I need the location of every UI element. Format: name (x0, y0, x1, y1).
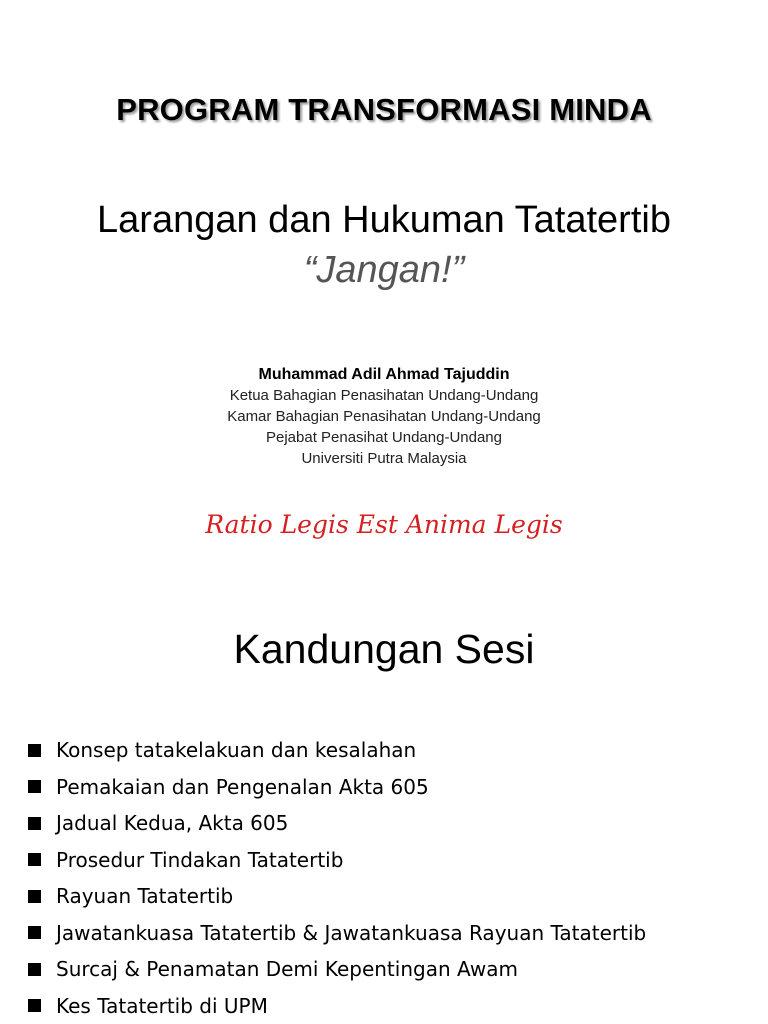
square-bullet-icon (28, 963, 41, 976)
section-heading: Kandungan Sesi (233, 626, 535, 672)
list-item (28, 878, 646, 915)
program-title: PROGRAM TRANSFORMASI MINDA (116, 92, 652, 127)
list-item-label: Jawatankuasa Tatatertib & Jawatankuasa Rayuan Tatatertib (56, 920, 647, 945)
list-item-label: Rayuan Tatatertib (56, 884, 234, 909)
list-item-label: Konsep tatakelakuan dan kesalahan (56, 738, 417, 763)
list-item (28, 842, 646, 879)
square-bullet-icon (28, 744, 41, 757)
contents-list (28, 732, 646, 1024)
list-item-label: Kes Tatatertib di UPM (56, 993, 268, 1018)
list-item (28, 951, 646, 988)
author-role: Pejabat Penasihat Undang-Undang (265, 429, 502, 446)
list-item (28, 769, 646, 806)
author-role: Universiti Putra Malaysia (301, 450, 467, 467)
list-item-label: Prosedur Tindakan Tatatertib (56, 847, 344, 872)
presentation-subtitle: “Jangan!” (303, 249, 465, 291)
square-bullet-icon (28, 817, 41, 830)
list-item (28, 805, 646, 842)
square-bullet-icon (28, 999, 41, 1012)
author-name: Muhammad Adil Ahmad Tajuddin (258, 366, 510, 383)
list-item-label: Pemakaian dan Pengenalan Akta 605 (56, 774, 429, 799)
list-item (28, 732, 646, 769)
list-item-label: Surcaj & Penamatan Demi Kepentingan Awam (56, 957, 518, 982)
author-role: Kamar Bahagian Penasihatan Undang-Undang (227, 408, 541, 425)
list-item-label: Jadual Kedua, Akta 605 (56, 811, 289, 836)
square-bullet-icon (28, 926, 41, 939)
square-bullet-icon (28, 890, 41, 903)
square-bullet-icon (28, 853, 41, 866)
author-role: Ketua Bahagian Penasihatan Undang-Undang (229, 387, 539, 404)
list-item (28, 915, 646, 952)
presentation-title: Larangan dan Hukuman Tatatertib (97, 199, 671, 241)
motto: Ratio Legis Est Anima Legis (205, 510, 563, 539)
list-item (28, 988, 646, 1024)
contents-slide (0, 590, 768, 1024)
square-bullet-icon (28, 780, 41, 793)
